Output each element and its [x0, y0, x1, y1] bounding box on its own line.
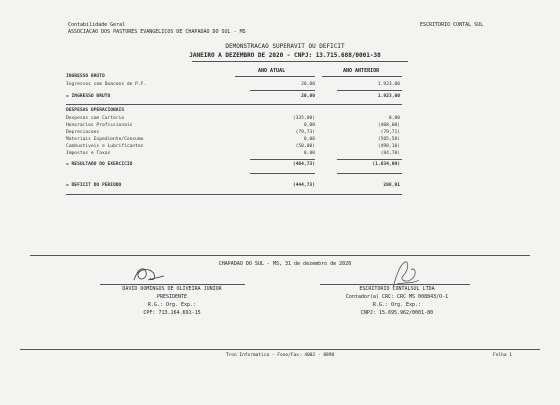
section-divider	[66, 104, 402, 105]
expense-row-previous: (505,58)	[377, 137, 400, 142]
expense-row-label: Combustiveis e Lubrificantes	[66, 144, 144, 149]
deficit-value-previous: 288,91	[383, 183, 400, 188]
footer-software: Tron Informatica - Fone/Fax: 4002 - 8890	[225, 353, 335, 358]
signature-line-left	[100, 284, 245, 285]
expense-row-label: Honorarios Profissionais	[66, 123, 133, 128]
signer-role-left: PRESIDENTE	[156, 294, 188, 300]
title-underline	[192, 61, 408, 62]
report-period: JANEIRO A DEZEMBRO DE 2020 - CNPJ: 13.715.688/0001-38	[189, 52, 381, 59]
column-header-previous: ANO ANTERIOR	[343, 68, 380, 74]
row-value-previous: 1.923,00	[377, 82, 400, 87]
header-office-name: ESCRITORIO CONTAL SUL	[420, 22, 484, 28]
report-title: DEMONSTRACAO SUPERAVIT OU DEFICIT	[225, 43, 345, 50]
deficit-value-current: (444,73)	[292, 183, 315, 188]
total-label-deficit: = DEFICIT DO PERIODO	[66, 183, 122, 188]
expense-row-previous: (408,00)	[377, 123, 400, 128]
section-title-ingresso: INGRESSO BRUTO	[66, 74, 105, 79]
total-value-current: 20,00	[301, 94, 315, 99]
expense-row-current: (79,73)	[295, 130, 315, 135]
expense-row-label: Impostos e Taxas	[66, 151, 111, 156]
signature-area-divider	[30, 255, 530, 256]
place-date: CHAPADAO DO SUL - MS, 31 de dezembro de 2020	[218, 261, 352, 267]
expense-row-previous: 0,00	[388, 116, 400, 121]
expense-row-current: (50,00)	[295, 144, 315, 149]
expense-row-label: Materiais Expediente/Consumo	[66, 137, 144, 142]
column-underline-current	[235, 76, 315, 77]
section-title-despesas: DESPESAS OPERACIONAIS	[66, 108, 125, 113]
resultado-value-previous: (1.634,09)	[372, 162, 400, 167]
total-value-previous: 1.923,00	[377, 94, 400, 99]
header-company-type: Contabilidade Geral	[68, 22, 126, 28]
subtotal-line-previous	[337, 173, 402, 174]
subtotal-line-current	[250, 90, 315, 91]
subtotal-line-current	[250, 173, 315, 174]
expense-row-label: Depreciacoes	[66, 130, 100, 135]
expense-row-previous: (84,70)	[380, 151, 400, 156]
footer-divider	[20, 349, 540, 350]
signer-name-left: DAVID DOMINGOS DE OLIVEIRA JUNIOR	[122, 286, 222, 292]
signer-document-left: CPF: 713.164.691-15	[143, 310, 201, 316]
expense-row-current: 0,00	[303, 123, 315, 128]
signer-rg-right: R.G.: Org. Exp.:	[372, 302, 422, 308]
expense-row-previous: (498,10)	[377, 144, 400, 149]
total-label-resultado: = RESULTADO DO EXERCICIO	[66, 162, 133, 167]
signer-name-right: ESCRITORIO CONTALSUL LTDA	[359, 286, 435, 292]
column-header-current: ANO ATUAL	[258, 68, 286, 74]
row-label: Ingressos com Doacoes de P.F.	[66, 82, 147, 87]
signer-role-right: Contador(a) CRC: CRC MS 008843/O-1	[345, 294, 449, 300]
resultado-value-current: (464,73)	[292, 162, 315, 167]
signer-document-right: CNPJ: 15.695.962/0001-80	[360, 310, 434, 316]
signer-rg-left: R.G.: Org. Exp.:	[147, 302, 197, 308]
subtotal-line-previous	[337, 90, 402, 91]
expense-row-label: Despesas com Cartorio	[66, 116, 125, 121]
row-value-current: 20,00	[301, 82, 315, 87]
total-label-ingresso: = INGRESSO BRUTO	[66, 94, 111, 99]
footer-page-number: Folha 1	[493, 353, 512, 358]
signature-line-right	[320, 284, 470, 285]
expense-row-current: 0,00	[303, 151, 315, 156]
column-underline-previous	[322, 76, 402, 77]
section-divider	[66, 194, 402, 195]
subtotal-line-previous	[337, 159, 402, 160]
expense-row-previous: (79,71)	[380, 130, 400, 135]
signature-scribble-left	[130, 262, 170, 286]
header-entity-name: ASSOCIACAO DOS PASTORES EVANGELICOS DE CHAPADAO DO SUL - MS	[68, 29, 246, 35]
subtotal-line-current	[250, 159, 315, 160]
expense-row-current: (335,00)	[292, 116, 315, 121]
expense-row-current: 0,00	[303, 137, 315, 142]
